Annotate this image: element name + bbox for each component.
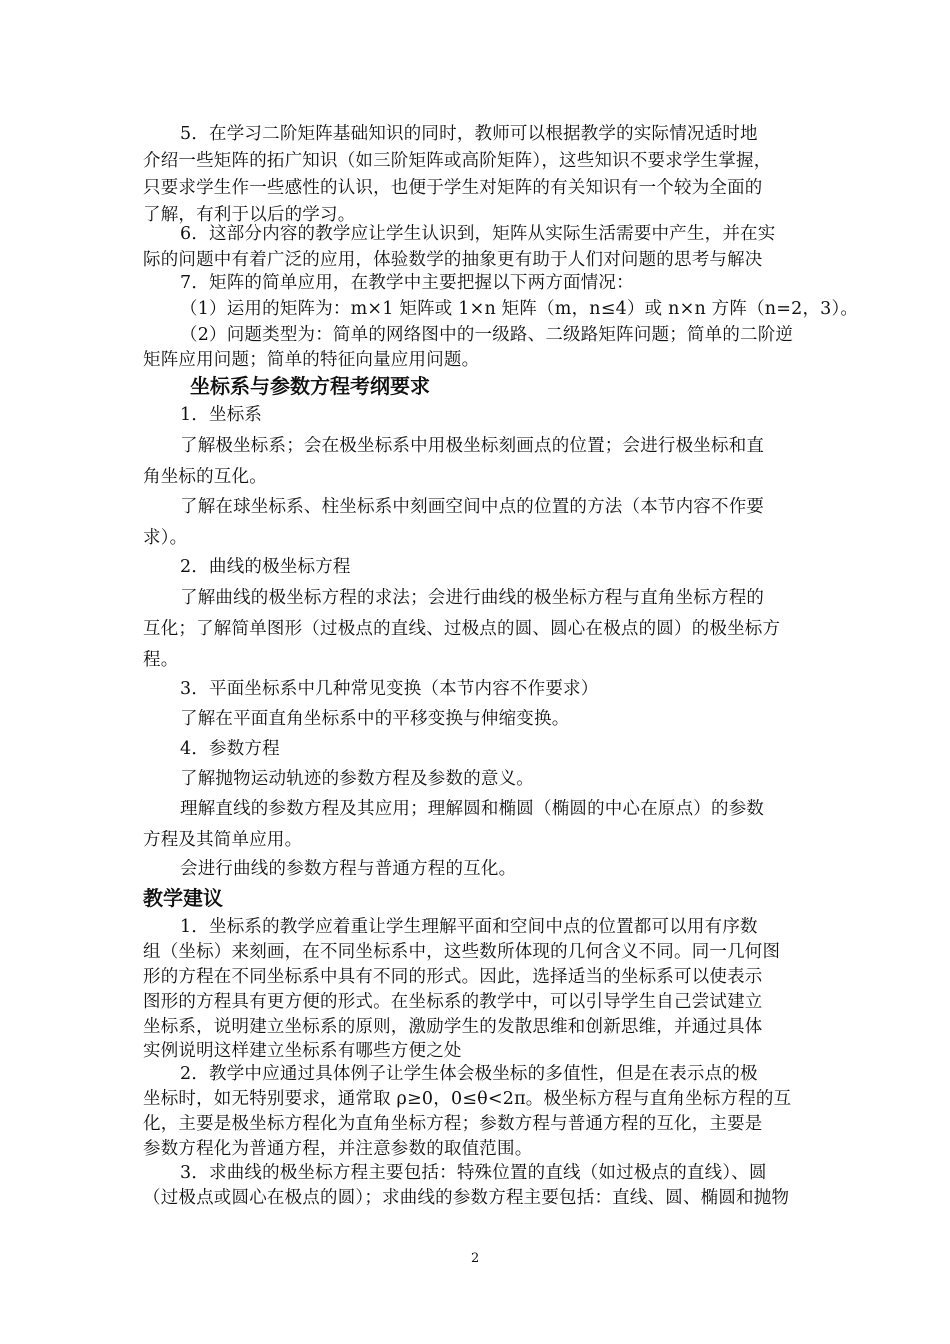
- text-line: 求）。: [143, 528, 188, 548]
- text-line: 角坐标的互化。: [143, 467, 267, 487]
- text-line: 4．参数方程: [180, 739, 280, 759]
- text-line: 2．曲线的极坐标方程: [180, 557, 351, 577]
- text-line: 际的问题中有着广泛的应用，体验数学的抽象更有助于人们对问题的思考与解决: [143, 250, 763, 270]
- text-line: 了解曲线的极坐标方程的求法；会进行曲线的极坐标方程与直角坐标方程的: [180, 588, 765, 608]
- text-line: 7．矩阵的简单应用，在教学中主要把握以下两方面情况：: [180, 273, 634, 293]
- text-line: 程。: [143, 650, 179, 670]
- text-line: 互化；了解简单图形（过极点的直线、过极点的圆、圆心在极点的圆）的极坐标方: [143, 619, 781, 639]
- text-line: 5．在学习二阶矩阵基础知识的同时，教师可以根据教学的实际情况适时地: [180, 124, 758, 144]
- text-line: 化，主要是极坐标方程化为直角坐标方程；参数方程与普通方程的互化，主要是: [143, 1114, 763, 1134]
- text-line: 了解在球坐标系、柱坐标系中刻画空间中点的位置的方法（本节内容不作要: [180, 497, 765, 517]
- text-line: 方程及其简单应用。: [143, 830, 303, 850]
- text-line: 了解，有利于以后的学习。: [143, 205, 356, 225]
- advice-heading: 教学建议: [143, 886, 223, 910]
- text-line: （过极点或圆心在极点的圆）；求曲线的参数方程主要包括：直线、圆、椭圆和抛物: [143, 1188, 790, 1208]
- text-line: （1）运用的矩阵为：m×1 矩阵或 1×n 矩阵（m，n≤4）或 n×n 方阵（n=2，3）。: [180, 299, 859, 319]
- text-line: 形的方程在不同坐标系中具有不同的形式。因此，选择适当的坐标系可以使表示: [143, 967, 763, 987]
- text-line: 实例说明这样建立坐标系有哪些方便之处: [143, 1041, 462, 1061]
- text-line: 图形的方程具有更方便的形式。在坐标系的教学中，可以引导学生自己尝试建立: [143, 992, 763, 1012]
- text-line: （2）问题类型为：简单的网络图中的一级路、二级路矩阵问题；简单的二阶逆: [180, 325, 794, 345]
- text-line: 矩阵应用问题；简单的特征向量应用问题。: [143, 350, 480, 370]
- page-number: 2: [471, 1251, 480, 1266]
- text-line: 坐标时，如无特别要求，通常取 ρ≥0，0≤θ<2π。极坐标方程与直角坐标方程的互: [143, 1089, 792, 1109]
- text-line: 6．这部分内容的教学应让学生认识到，矩阵从实际生活需要中产生，并在实: [180, 224, 776, 244]
- text-line: 了解极坐标系；会在极坐标系中用极坐标刻画点的位置；会进行极坐标和直: [180, 436, 765, 456]
- text-line: 1．坐标系的教学应着重让学生理解平面和空间中点的位置都可以用有序数: [180, 917, 758, 937]
- text-line: 了解抛物运动轨迹的参数方程及参数的意义。: [180, 769, 534, 789]
- section-heading: 坐标系与参数方程考纲要求: [190, 374, 430, 398]
- text-line: 1．坐标系: [180, 405, 263, 425]
- text-line: 坐标系，说明建立坐标系的原则，激励学生的发散思维和创新思维，并通过具体: [143, 1017, 763, 1037]
- text-line: 组（坐标）来刻画，在不同坐标系中，这些数所体现的几何含义不同。同一几何图: [143, 942, 781, 962]
- text-line: 理解直线的参数方程及其应用；理解圆和椭圆（椭圆的中心在原点）的参数: [180, 799, 765, 819]
- text-line: 了解在平面直角坐标系中的平移变换与伸缩变换。: [180, 709, 570, 729]
- text-line: 只要求学生作一些感性的认识，也便于学生对矩阵的有关知识有一个较为全面的: [143, 178, 763, 198]
- text-line: 2．教学中应通过具体例子让学生体会极坐标的多值性，但是在表示点的极: [180, 1064, 758, 1084]
- text-line: 会进行曲线的参数方程与普通方程的互化。: [180, 859, 517, 879]
- text-line: 介绍一些矩阵的拓广知识（如三阶矩阵或高阶矩阵），这些知识不要求学生掌握，: [143, 151, 772, 171]
- text-line: 3．平面坐标系中几种常见变换（本节内容不作要求）: [180, 679, 599, 699]
- text-line: 3．求曲线的极坐标方程主要包括：特殊位置的直线（如过极点的直线）、圆: [180, 1163, 767, 1183]
- text-line: 参数方程化为普通方程，并注意参数的取值范围。: [143, 1139, 533, 1159]
